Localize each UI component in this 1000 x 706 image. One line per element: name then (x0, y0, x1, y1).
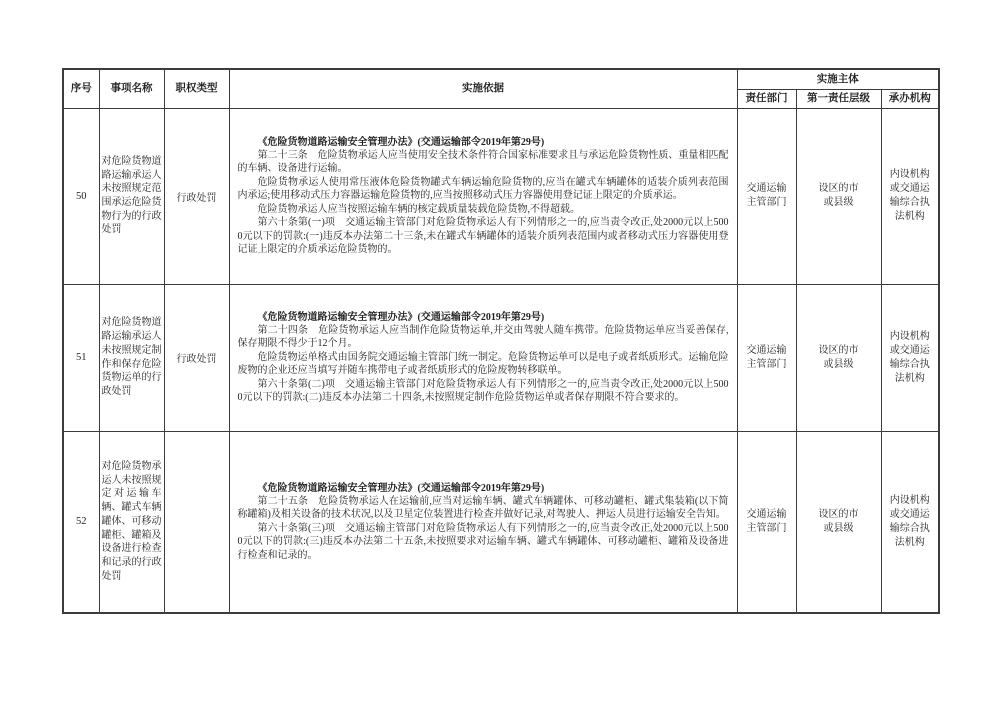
agency-cell: 内设机构或交通运输综合执法机构 (881, 108, 939, 284)
table-row-51 (63, 284, 939, 431)
col-header-subject-group: 实施主体 (737, 69, 939, 89)
seq-cell: 51 (63, 284, 99, 431)
basis-paragraph: 第六十条第(三)项 交通运输主管部门对危险货物承运人有下列情形之一的,应当责令改正,处2000元以上5000元以下的罚款:(三)违反本办法第二十五条,未按照要求对运输车辆、罐式车辆罐体、可移动罐柜、罐箱及设备进行检查和记录的。 (237, 522, 729, 561)
responsible-dept-cell: 交通运输主管部门 (737, 431, 796, 613)
basis-paragraph: 第六十条第(一)项 交通运输主管部门对危险货物承运人有下列情形之一的,应当责令改正,处2000元以上5000元以下的罚款:(一)违反本办法第二十三条,未在罐式车辆罐体的适装介质列表范围内或者移动式压力容器使用登记证上限定的介质承运危险货物的。 (237, 217, 729, 255)
item-name-cell: 对危险货物道路运输承运人未按照规定制作和保存危险货物运单的行政处罚 (99, 284, 164, 431)
table-row-52 (63, 431, 939, 613)
first-level-cell: 设区的市或县级 (796, 108, 881, 284)
basis-paragraph: 第二十五条 危险货物承运人在运输前,应当对运输车辆、罐式车辆罐体、可移动罐柜、罐式集装箱(以下简称罐箱)及相关设备的技术状况,以及卫星定位装置进行检查并做好记录,对驾驶人、押运人员进行运输安全告知。 (237, 495, 729, 521)
responsible-dept-cell: 交通运输主管部门 (737, 284, 796, 431)
basis-paragraph: 危险货物承运人应当按照运输车辆的核定载质量装载危险货物,不得超载。 (257, 203, 580, 215)
header-row-1 (63, 69, 939, 89)
basis-paragraph: 第二十四条 危险货物承运人应当制作危险货物运单,并交由驾驶人随车携带。危险货物运单应当妥善保存,保存期限不得少于12个月。 (237, 324, 729, 350)
first-level-cell: 设区的市或县级 (796, 284, 881, 431)
basis-paragraph: 危险货物承运人使用常压液体危险货物罐式车辆运输危险货物的,应当在罐式车辆罐体的适装介质列表范围内承运;使用移动式压力容器运输危险货物的,应当按照移动式压力容器使用登记证上限定的介质承运。 (237, 176, 729, 202)
seq-cell: 52 (63, 431, 99, 613)
responsible-dept-cell: 交通运输主管部门 (737, 108, 796, 284)
agency-cell: 内设机构或交通运输综合执法机构 (881, 431, 939, 613)
table-row-50 (63, 108, 939, 284)
col-header-item-name: 事项名称 (99, 69, 164, 108)
basis-cell (229, 431, 737, 613)
col-header-basis: 实施依据 (229, 69, 737, 108)
agency-cell: 内设机构或交通运输综合执法机构 (881, 284, 939, 431)
basis-paragraph: 危险货物运单格式由国务院交通运输主管部门统一制定。危险货物运单可以是电子或者纸质形式。运输危险废物的企业还应当填写并随车携带电子或者纸质形式的危险废物转移联单。 (237, 351, 729, 377)
basis-law-title: 《危险货物道路运输安全管理办法》(交通运输部令2019年第29号) (257, 482, 545, 494)
first-level-cell: 设区的市或县级 (796, 431, 881, 613)
basis-law-title: 《危险货物道路运输安全管理办法》(交通运输部令2019年第29号) (257, 136, 545, 148)
item-name-cell: 对危险货物承运人未按照规定对运输车辆、罐式车辆罐体、可移动罐柜、罐箱及设备进行检查和记录的行政处罚 (99, 431, 164, 613)
col-header-agency: 承办机构 (881, 89, 939, 108)
basis-law-title: 《危险货物道路运输安全管理办法》(交通运输部令2019年第29号) (257, 311, 545, 323)
col-header-authority-type: 职权类型 (164, 69, 229, 108)
item-name-cell: 对危险货物道路运输承运人未按照规定范围承运危险货物行为的行政处罚 (99, 108, 164, 284)
basis-cell (229, 284, 737, 431)
penalty-matrix-table (62, 68, 940, 614)
col-header-responsible-dept: 责任部门 (737, 89, 796, 108)
col-header-seq: 序号 (63, 69, 99, 108)
col-header-first-level: 第一责任层级 (796, 89, 881, 108)
seq-cell: 50 (63, 108, 99, 284)
authority-type-cell: 行政处罚 (164, 108, 229, 284)
basis-cell (229, 108, 737, 284)
basis-paragraph: 第二十三条 危险货物承运人应当使用安全技术条件符合国家标准要求且与承运危险货物性质、重量相匹配的车辆、设备进行运输。 (237, 150, 729, 175)
authority-type-cell (164, 431, 229, 613)
basis-paragraph: 第六十条第(二)项 交通运输主管部门对危险货物承运人有下列情形之一的,应当责令改正,处2000元以上5000元以下的罚款:(二)违反本办法第二十四条,未按照规定制作危险货物运单或者保存期限不符合要求的。 (237, 378, 729, 404)
authority-type-cell: 行政处罚 (164, 284, 229, 431)
